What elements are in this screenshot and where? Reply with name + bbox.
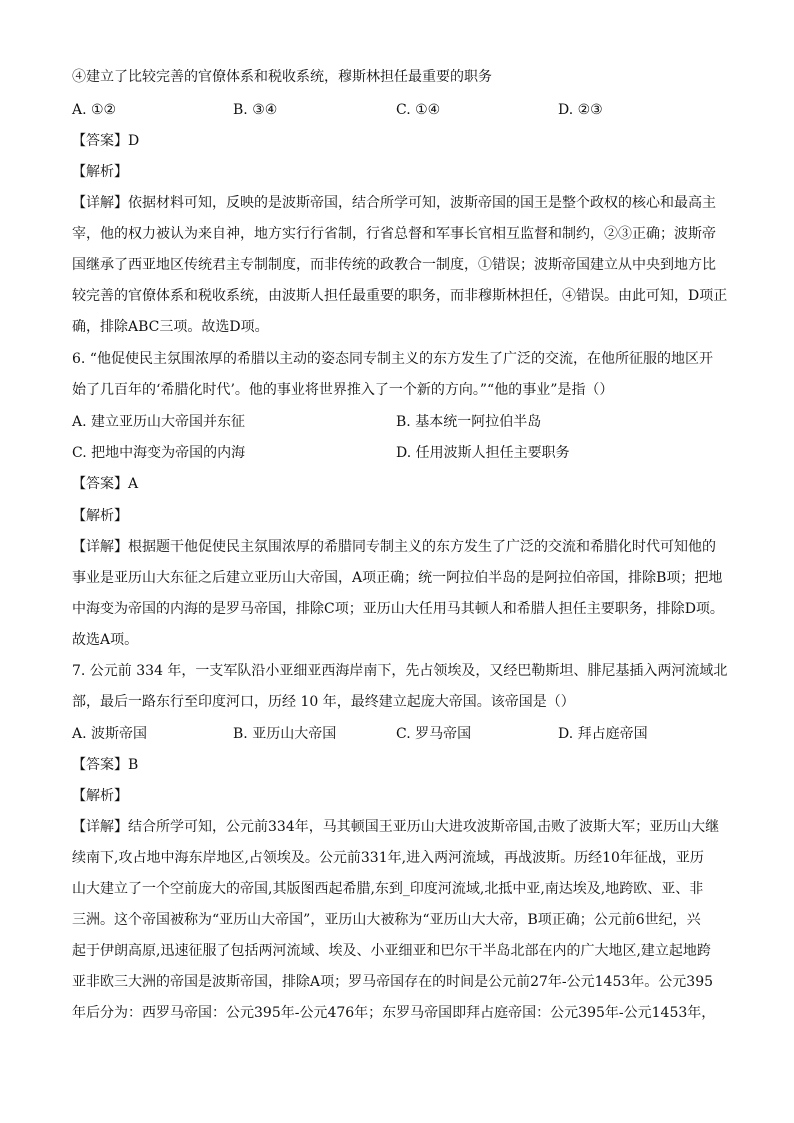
q7-option-d: D. 拜占庭帝国: [558, 726, 648, 742]
q6-analysis-heading: 【解析】: [72, 508, 128, 524]
q6-option-d: D. 任用波斯人担任主要职务: [396, 445, 570, 461]
q6-option-a: A. 建立亚历山大帝国并东征: [72, 414, 246, 430]
q5-option-d: D. ②③: [558, 102, 603, 118]
q6-detail-line: 故选A项。: [72, 632, 139, 648]
q7-detail-line: 起于伊朗高原,迅速征服了包括两河流域、埃及、小亚细亚和巴尔干半岛北部在内的广大地区,建立起地跨: [72, 943, 711, 959]
q7-stem-line: 部，最后一路东行至印度河口，历经 10 年，最终建立起庞大帝国。该帝国是（）: [72, 694, 575, 710]
q5-option-c: C. ①④: [396, 102, 441, 118]
q7-detail-line: 【详解】结合所学可知，公元前334年，马其顿国王亚历山大进攻波斯帝国,击败了波斯大军；亚历山大继: [72, 819, 720, 835]
q7-detail-line: 三洲。这个帝国被称为“亚历山大帝国”，亚历山大被称为“亚历山大大帝，B项正确；公元前6世纪，兴: [72, 912, 701, 928]
q6-detail-line: 中海变为帝国的内海的是罗马帝国，排除C项；亚历山大任用马其顿人和希腊人担任主要职务，排除D项。: [72, 601, 724, 617]
q7-detail-line: 年后分为：西罗马帝国：公元395年-公元476年；东罗马帝国即拜占庭帝国：公元395年-公元1453年，: [72, 1005, 716, 1021]
q5-detail-line: 【详解】依据材料可知，反映的是波斯帝国，结合所学可知，波斯帝国的国王是整个政权的核心和最高主: [72, 195, 716, 211]
q7-detail-line: 亚非欧三大洲的帝国是波斯帝国，排除A项；罗马帝国存在的时间是公元前27年-公元1453年。公元395: [72, 974, 714, 990]
q6-answer: 【答案】A: [72, 476, 139, 492]
q7-option-b: B. 亚历山大帝国: [233, 726, 337, 742]
q5-detail-line: 国继承了西亚地区传统君主专制制度，而非传统的政教合一制度，①错误；波斯帝国建立从中央到地方比: [72, 257, 716, 273]
q7-answer: 【答案】B: [72, 757, 139, 773]
q5-detail-line: 较完善的官僚体系和税收系统，由波斯人担任最重要的职务，而非穆斯林担任，④错误。由此可知，D项正: [72, 288, 728, 304]
q6-detail-line: 【详解】根据题干他促使民主氛围浓厚的希腊同专制主义的东方发生了广泛的交流和希腊化时代可知他的: [72, 539, 716, 555]
q5-option-b: B. ③④: [233, 102, 278, 118]
q6-option-b: B. 基本统一阿拉伯半岛: [396, 414, 542, 430]
q6-detail-line: 事业是亚历山大东征之后建立亚历山大帝国，A项正确；统一阿拉伯半岛的是阿拉伯帝国，排除B项；把地: [72, 570, 723, 586]
q5-statement-4: ④建立了比较完善的官僚体系和税收系统，穆斯林担任最重要的职务: [72, 69, 492, 85]
q6-stem-line: 始了几百年的‘希腊化时代’。他的事业将世界推入了一个新的方向。”“他的事业”是指（）: [72, 382, 614, 398]
q7-detail-line: 续南下,攻占地中海东岸地区,占领埃及。公元前331年,进入两河流域，再战波斯。历经10年征战，亚历: [72, 850, 704, 866]
q7-option-c: C. 罗马帝国: [396, 726, 472, 742]
q5-detail-line: 确，排除ABC三项。故选D项。: [72, 319, 269, 335]
q5-analysis-heading: 【解析】: [72, 164, 128, 180]
q5-option-a: A. ①②: [72, 102, 117, 118]
q6-stem-line: 6. “他促使民主氛围浓厚的希腊以主动的姿态同专制主义的东方发生了广泛的交流，在他所征服的地区开: [72, 351, 713, 367]
q7-detail-line: 山大建立了一个空前庞大的帝国,其版图西起希腊,东到_印度河流域,北抵中亚,南达埃及,地跨欧、亚、非: [72, 881, 704, 897]
q7-analysis-heading: 【解析】: [72, 788, 128, 804]
q7-option-a: A. 波斯帝国: [72, 726, 148, 742]
q7-stem-line: 7. 公元前 334 年，一支军队沿小亚细亚西海岸南下，先占领埃及，又经巴勒斯坦、腓尼基插入两河流域北: [72, 663, 728, 679]
q5-detail-line: 宰，他的权力被认为来自神，地方实行行省制，行省总督和军事长官相互监督和制约，②③正确；波斯帝: [72, 226, 716, 242]
q6-option-c: C. 把地中海变为帝国的内海: [72, 445, 246, 461]
q5-answer: 【答案】D: [72, 133, 140, 149]
